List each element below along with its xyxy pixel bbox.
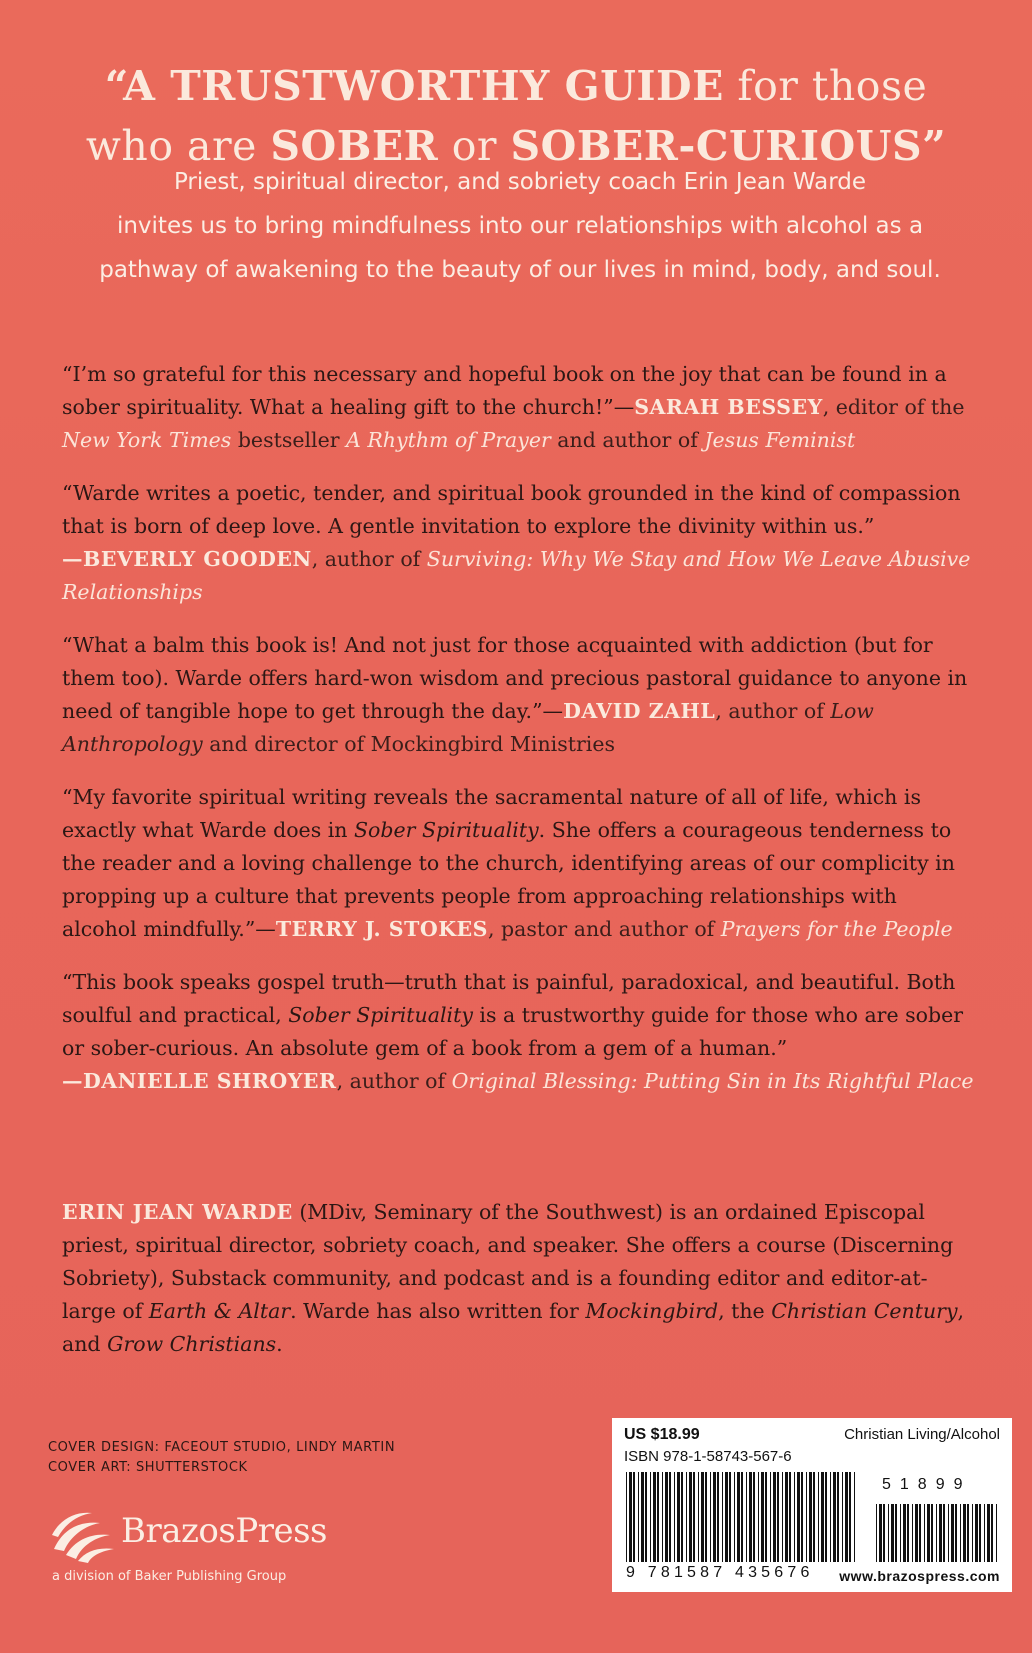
endorser-credit-title: Jesus Feminist <box>704 428 856 452</box>
quote-text: “I’m so grateful for this necessary and hopeful book on the joy that can be found in a sober spirituality. What a healing gift to the church!”— <box>62 362 947 419</box>
headline <box>0 56 1032 176</box>
endorser-credit-title: A Rhythm of Prayer <box>346 428 551 452</box>
quote-text: “My favorite spiritual writing reveals the sacramental nature of all of life, which is exactly what Warde does in <box>62 785 921 842</box>
cover-design-credit: COVER DESIGN: FACEOUT STUDIO, LINDY MARTIN <box>48 1440 396 1455</box>
isbn-barcode-icon <box>626 1472 858 1562</box>
headline-caps: SOBER <box>270 122 439 170</box>
headline-text: who are <box>85 122 271 170</box>
endorser-name: —DANIELLE SHROYER <box>62 1069 337 1093</box>
bio-text: . <box>276 1332 283 1356</box>
category: Christian Living/Alcohol <box>844 1426 1000 1443</box>
brazos-river-icon <box>48 1505 118 1565</box>
endorsement-zahl <box>62 629 977 761</box>
barcode-panel <box>612 1418 1012 1592</box>
cover-credits <box>48 1438 568 1478</box>
endorser-name: —BEVERLY GOODEN <box>62 547 312 571</box>
bio-text: (MDiv, Seminary of the Southwest) is an ordained Episcopal priest, spiritual director, sobriety coach, and speaker. She offers a course (Discerning Sobriety), Substack community, and podcast and is a founding editor and editor-at-large of <box>62 1200 954 1323</box>
endorsement-shroyer <box>62 966 977 1098</box>
publisher-logo <box>48 1503 448 1593</box>
intro-blurb <box>40 160 1000 292</box>
headline-quote-mark: ” <box>922 122 947 170</box>
bio-text: . Warde has also written for <box>290 1299 586 1323</box>
endorser-name: TERRY J. STOKES <box>275 917 488 941</box>
headline-caps: SOBER-CURIOUS <box>510 122 923 170</box>
endorser-credit: and director of Mockingbird Ministries <box>202 732 615 756</box>
endorser-credit: , editor of the <box>822 395 965 419</box>
endorser-credit: , pastor and author of <box>487 917 721 941</box>
endorser-credit-title: New York Times <box>62 428 232 452</box>
intro-line: invites us to bring mindfulness into our relationships with alcohol as a <box>116 213 924 239</box>
endorser-credit: , author of <box>715 699 831 723</box>
author-name: ERIN JEAN WARDE <box>62 1200 293 1224</box>
bio-text: , the <box>718 1299 772 1323</box>
isbn: ISBN 978-1-58743-567-6 <box>624 1448 792 1465</box>
headline-line-1 <box>0 56 1032 116</box>
endorsement-bessey <box>62 358 977 457</box>
author-bio <box>62 1196 977 1361</box>
publisher-website: www.brazospress.com <box>839 1568 1000 1584</box>
endorser-credit-title: Prayers for the People <box>720 917 953 941</box>
endorser-name: DAVID ZAHL <box>563 699 716 723</box>
price-supplement: 51899 <box>882 1476 972 1493</box>
endorsement-stokes <box>62 781 977 946</box>
headline-caps: “A TRUSTWORTHY GUIDE <box>104 62 724 110</box>
intro-line: Priest, spiritual director, and sobriety coach Erin Jean Warde <box>173 169 867 195</box>
endorser-credit: , author of <box>336 1069 452 1093</box>
quote-text: is a trustworthy guide for those who are sober or sober-curious. An absolute gem of a book from a gem of a human.” <box>62 1003 964 1060</box>
endorser-credit-title: Surviving: Why We Stay and How We Leave Abusive Relationships <box>62 547 971 604</box>
price: US $18.99 <box>624 1426 700 1443</box>
bio-title: Christian Century <box>771 1299 958 1323</box>
endorsements <box>62 358 977 1118</box>
endorser-credit-title: Original Blessing: Putting Sin in Its Rightful Place <box>451 1069 974 1093</box>
endorser-name: SARAH BESSEY <box>634 395 823 419</box>
price-barcode-icon <box>876 1504 998 1562</box>
endorser-credit: bestseller <box>231 428 347 452</box>
quote-text: “This book speaks gospel truth—truth that is painful, paradoxical, and beautiful. Both soulful and practical, <box>62 970 956 1027</box>
barcode-digits: 9 781587 435676 <box>626 1564 814 1581</box>
endorser-credit: , author of <box>311 547 427 571</box>
endorser-credit: and author of <box>550 428 705 452</box>
quote-text: “Warde writes a poetic, tender, and spiritual book grounded in the kind of compassion that is born of deep love. A gentle invitation to explore the divinity within us.” <box>62 481 961 538</box>
publisher-name: BrazosPress <box>121 1511 327 1551</box>
quote-text: “What a balm this book is! And not just for those acquainted with addiction (but for them too). Warde offers hard-won wisdom and precious pastoral guidance to anyone in need of tangible hope to get through the day.”— <box>62 633 968 723</box>
quote-book-title: Sober Spirituality <box>288 1003 473 1027</box>
bio-title: Earth & Altar <box>148 1299 291 1323</box>
bio-text: , and <box>62 1299 965 1356</box>
cover-art-credit: COVER ART: SHUTTERSTOCK <box>48 1460 248 1475</box>
quote-book-title: Sober Spirituality <box>354 818 539 842</box>
headline-text: or <box>438 122 511 170</box>
bio-title: Mockingbird <box>585 1299 719 1323</box>
quote-text: . She offers a courageous tenderness to the reader and a loving challenge to the church, identifying areas of our complicity in propping up a culture that prevents people from approaching relationships with alcohol mindfully.”— <box>62 818 955 941</box>
endorsement-gooden <box>62 477 977 609</box>
intro-line: pathway of awakening to the beauty of our lives in mind, body, and soul. <box>99 257 941 283</box>
endorser-credit-title: Low Anthropology <box>62 699 874 756</box>
bio-title: Grow Christians <box>107 1332 277 1356</box>
headline-text: for those <box>723 62 928 110</box>
publisher-division: a division of Baker Publishing Group <box>52 1569 287 1584</box>
